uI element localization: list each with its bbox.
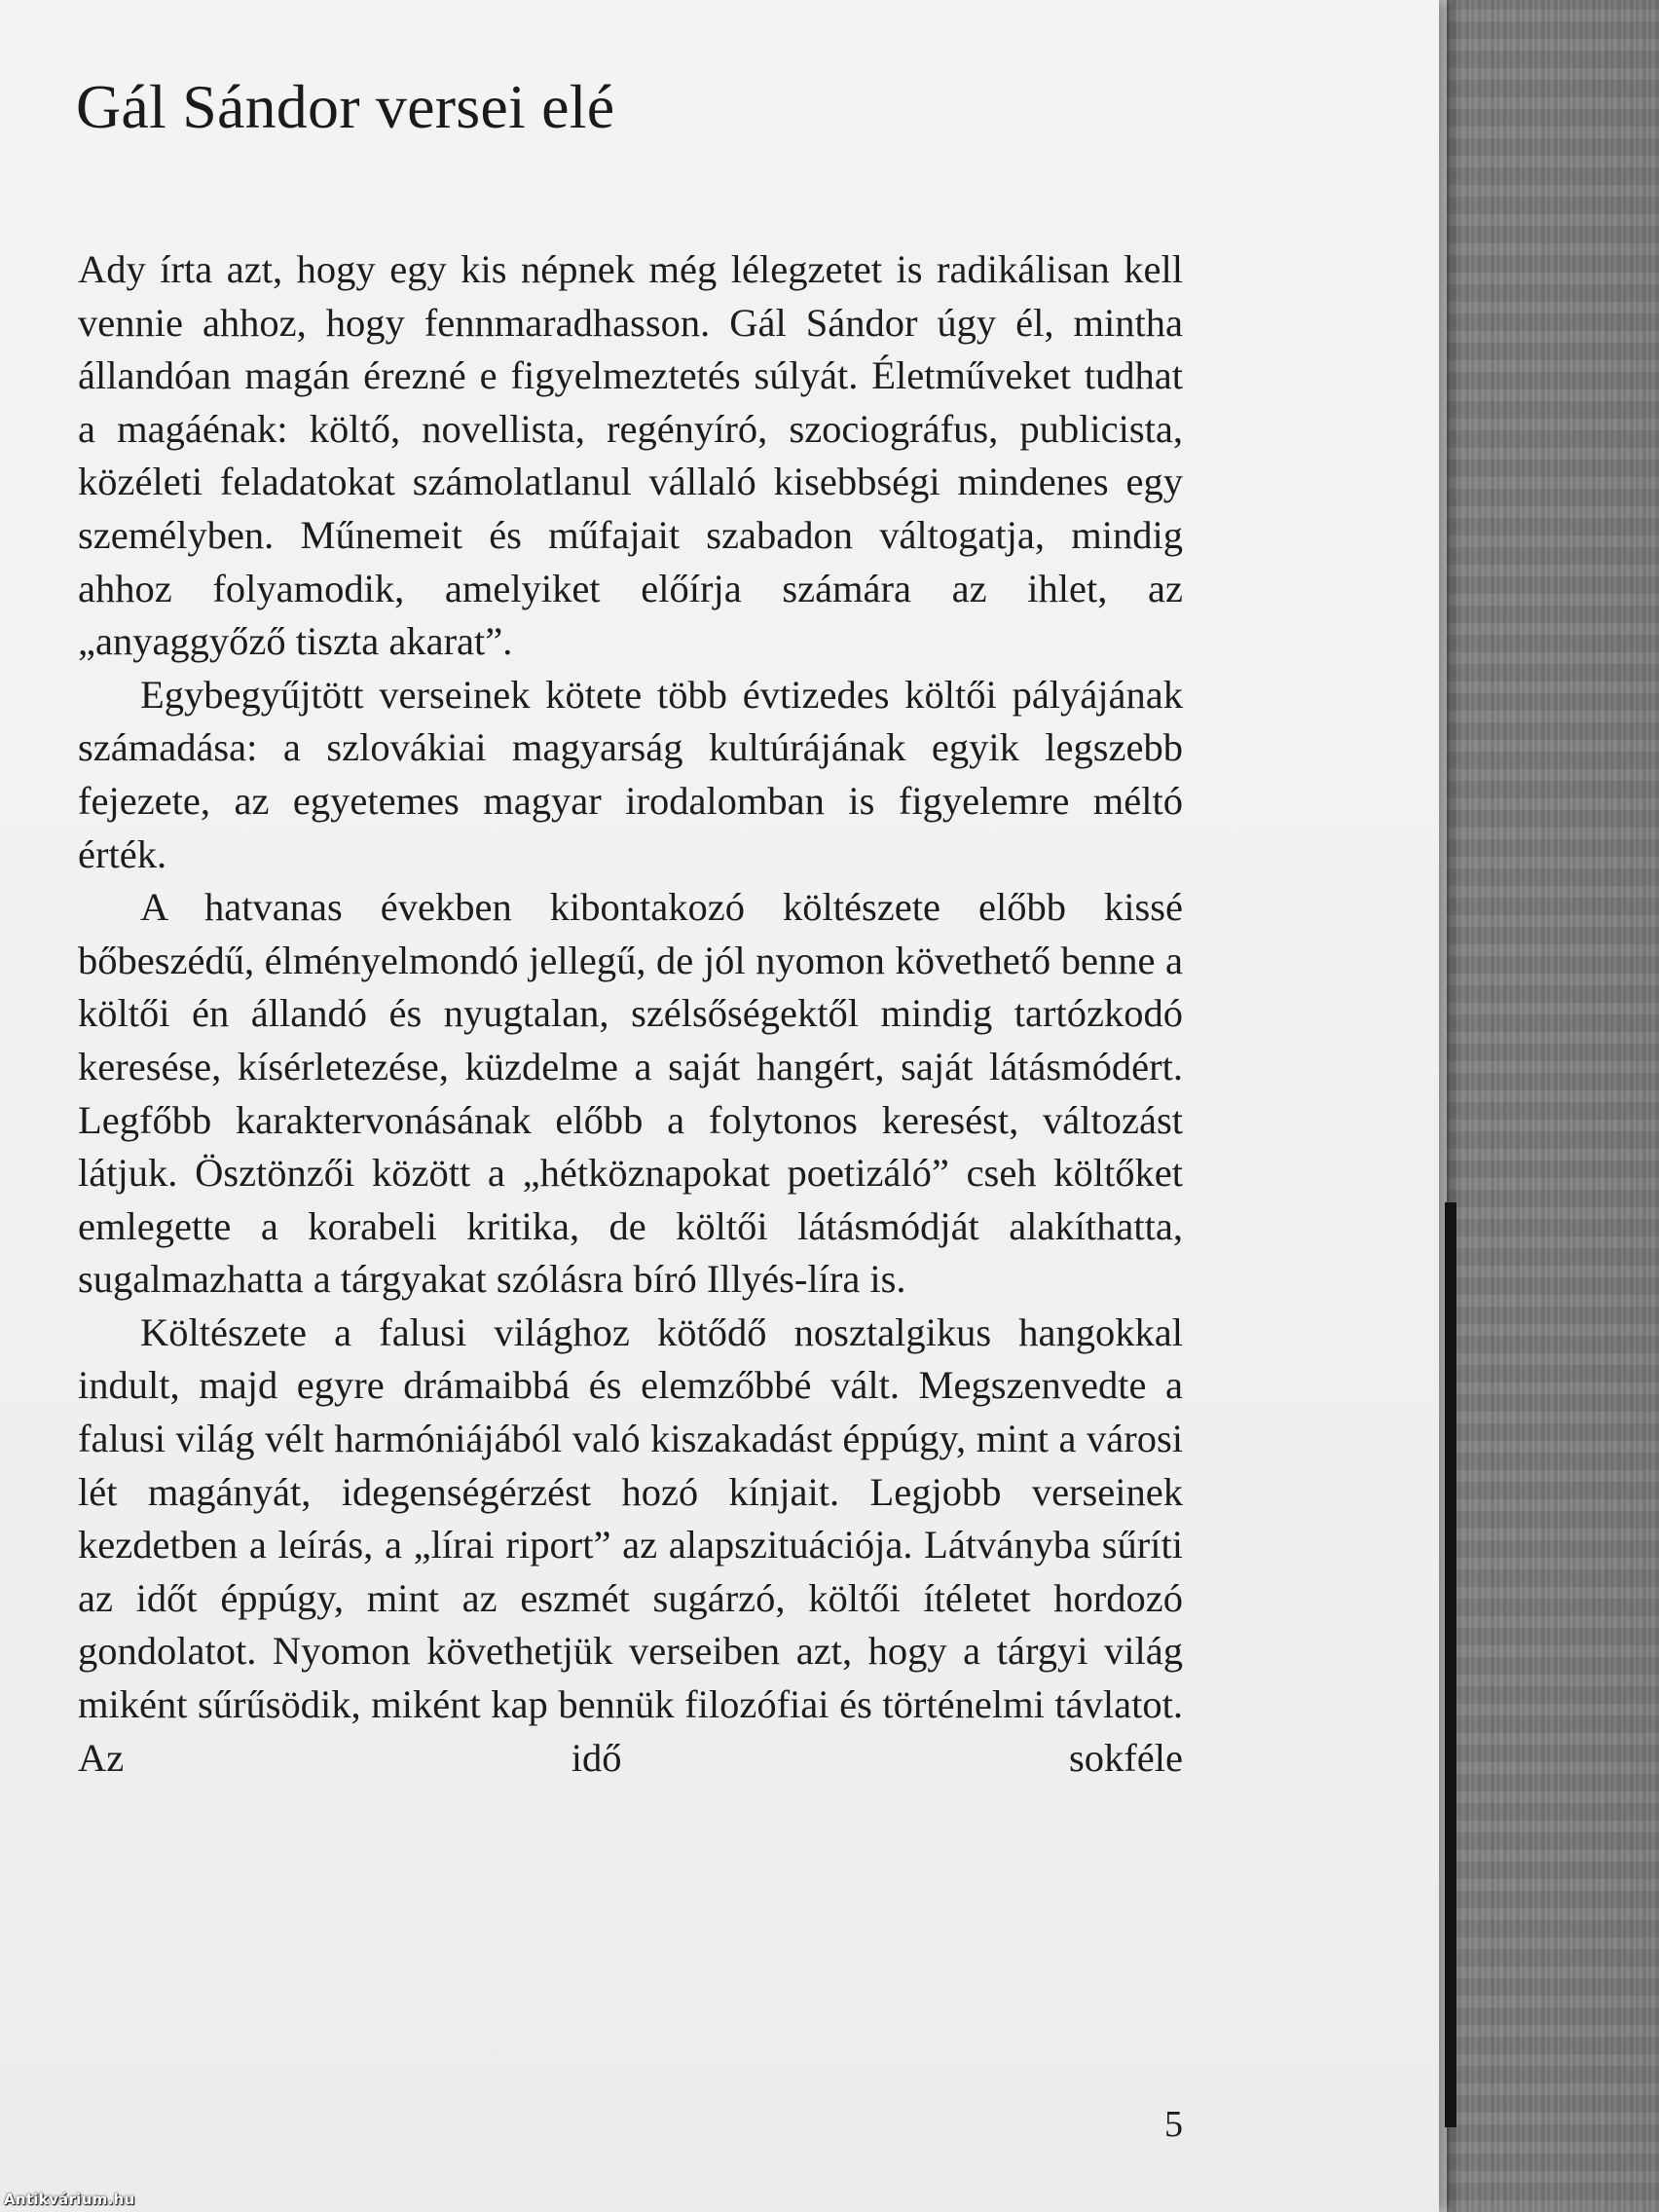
paragraph-1: Ady írta azt, hogy egy kis népnek még lélegzetet is radikálisan kell vennie ahhoz, hogy fennmaradhasson. Gál Sándor úgy él, mintha állandóan magán érezné e figyelmeztetés súlyát. Életműveket tudhat a magáénak: költő, novellista, regényíró, szociográfus, publicista, közéleti feladatokat számolatlanul vállaló kisebbségi mindenes egy személyben. Műnemeit és műfajait szabadon váltogatja, mindig ahhoz folyamodik, amelyiket előírja számára az ihlet, az „anyaggyőző tiszta akarat”. xyxy=(78,247,1183,664)
paragraph-4: Költészete a falusi világhoz kötődő nosztalgikus hangokkal indult, majd egyre drámaibbá és elemzőbbé vált. Megszenvedte a falusi világ vélt harmóniájából való kiszakadást éppúgy, mint a városi lét magányát, idegenségérzést hozó kínjait. Legjobb verseinek kezdetben a leírás, a „lírai riport” az alapszituációja. Látványba sűríti az időt éppúgy, mint az eszmét sugárzó, költői ítéletet hordozó gondolatot. Nyomon követhetjük verseiben azt, hogy a tárgyi világ miként sűrűsödik, miként kap bennük filozófiai és történelmi távlatot. Az idő sokféle xyxy=(78,1309,1183,1780)
body-text xyxy=(78,243,1183,1785)
paragraph-3: A hatvanas években kibontakozó költészete előbb kissé bőbeszédű, élményelmondó jellegű, de jól nyomon követhető benne a költői én állandó és nyugtalan, szélsőségektől mindig tartózkodó keresése, kísérletezése, küzdelme a saját hangért, saját látásmódért. Legfőbb karaktervonásának előbb a folytonos keresést, változást látjuk. Ösztönzői között a „hétköznapokat poetizáló” cseh költőket emlegette a korabeli kritika, de költői látásmódját alakíthatta, sugalmazhatta a tárgyakat szólásra bíró Illyés-líra is. xyxy=(78,885,1183,1302)
page-title: Gál Sándor versei elé xyxy=(76,72,615,141)
site-watermark: Antikvárium.hu xyxy=(4,2191,135,2208)
dark-binding-strip xyxy=(1445,1202,1456,2127)
background-texture xyxy=(1431,0,1659,2212)
paragraph-2: Egybegyűjtött verseinek kötete több évtizedes költői pályájának számadása: a szlovákiai magyarság kultúrájának egyik legszebb fejezete, az egyetemes magyar irodalomban is figyelemre méltó érték. xyxy=(78,672,1183,876)
page-number: 5 xyxy=(1164,2104,1183,2145)
